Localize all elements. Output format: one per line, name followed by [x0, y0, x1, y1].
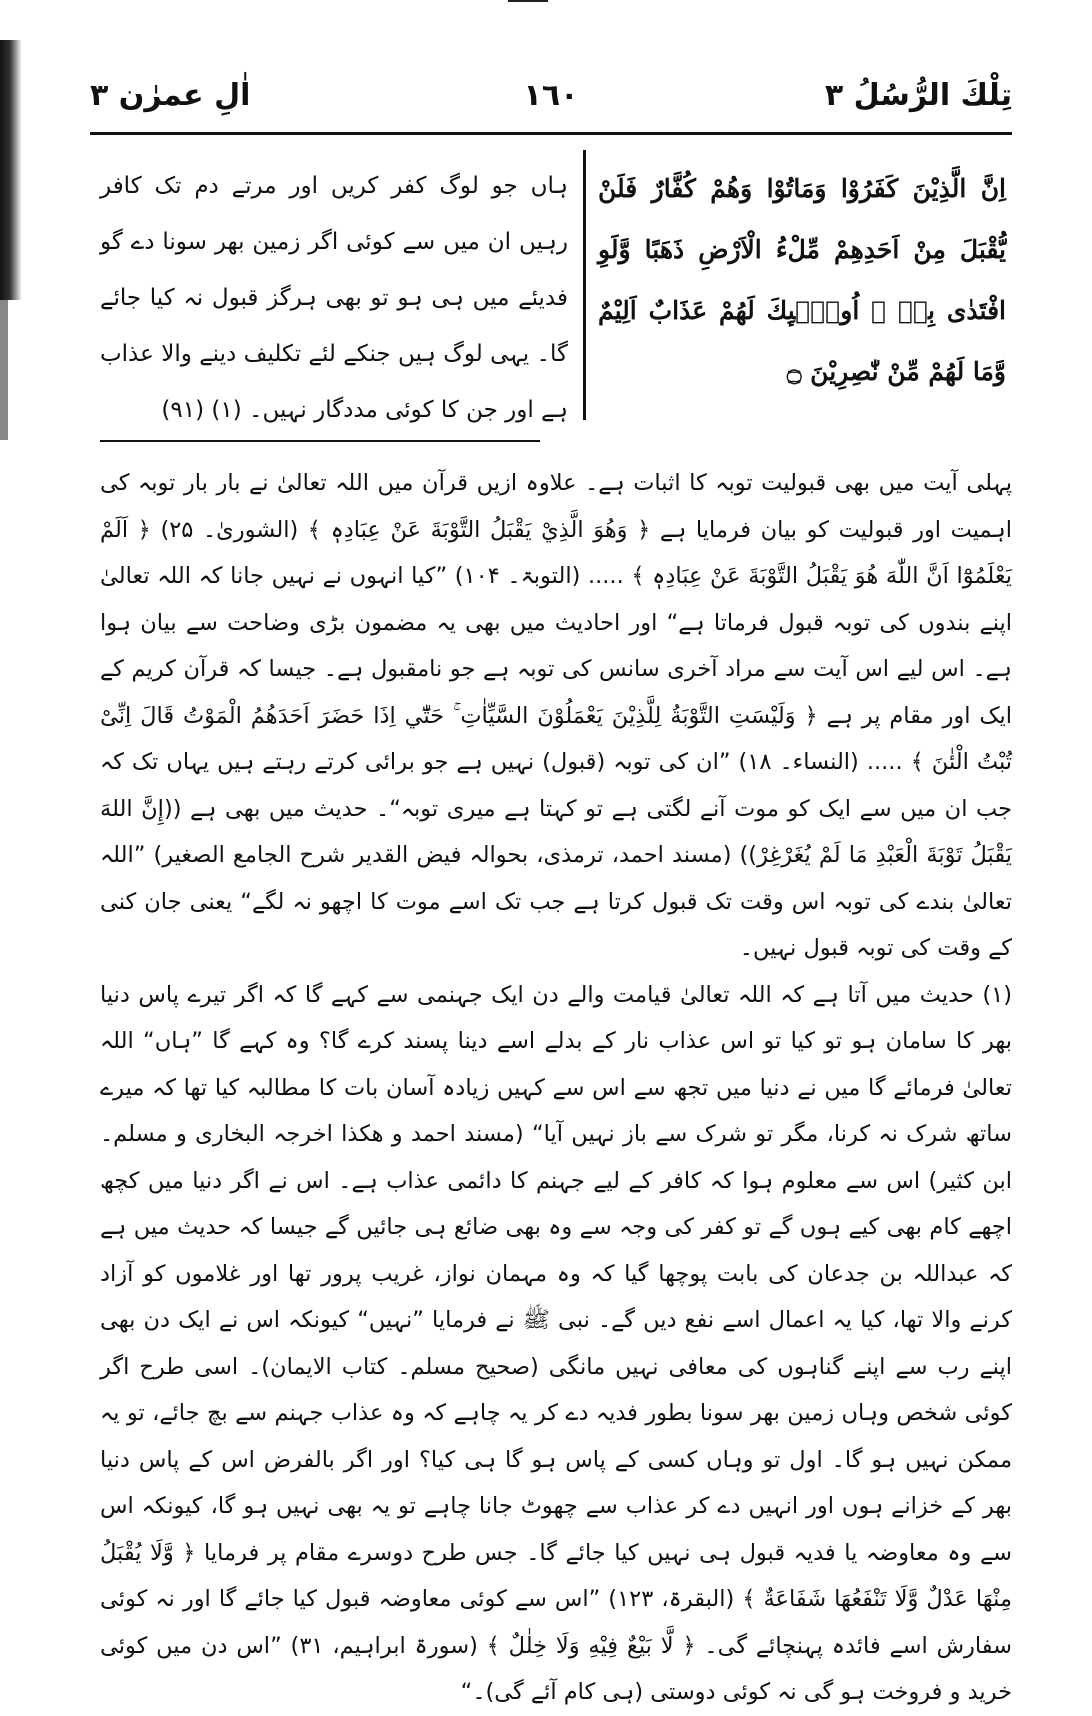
column-divider [583, 150, 586, 420]
translation-column [100, 158, 568, 438]
commentary-section [100, 460, 1012, 1716]
verse-translation: ہاں جو لوگ کفر کریں اور مرتے دم تک کافر رہیں ان میں سے کوئی اگر زمین بھر سونا دے گو فدیئے میں ہی ہو تو بھی ہرگز قبول نہ کیا جائے گا۔ یہی لوگ ہیں جنکے لئے تکلیف دینے والا عذاب ہے اور جن کا کوئی مددگار نہیں۔ (۱) (۹۱) [100, 173, 568, 423]
binding-shadow [0, 40, 22, 300]
commentary-paragraph: پہلی آیت میں بھی قبولیت توبہ کا اثبات ہے۔ علاوہ ازیں قرآن میں اللہ تعالیٰ نے بار بار توبہ کی اہمیت اور قبولیت کو بیان فرمایا ہے ﴿ وَهُوَ الَّذِيْ يَقْبَلُ التَّوْبَةَ عَنْ عِبَادِهٖ ﴾ (الشوریٰ۔ ۲۵) ﴿ اَلَمْ يَعْلَمُوْٓا اَنَّ اللّٰهَ هُوَ يَقْبَلُ التَّوْبَةَ عَنْ عِبَادِهٖ ﴾ ..... (التوبۃ۔ ۱۰۴) ”کیا انہوں نے نہیں جانا کہ اللہ تعالیٰ اپنے بندوں کی توبہ قبول فرماتا ہے“ اور احادیث میں بھی یہ مضمون بڑی وضاحت سے بیان ہوا ہے۔ اس لیے اس آیت سے مراد آخری سانس کی توبہ ہے جو نامقبول ہے۔ جیسا کہ قرآن کریم کے ایک اور مقام پر ہے ﴿ وَلَيْسَتِ التَّوْبَةُ لِلَّذِيْنَ يَعْمَلُوْنَ السَّيِّاٰتِ ۚ حَتّٰٓي اِذَا حَضَرَ اَحَدَهُمُ الْمَوْتُ قَالَ اِنِّىْ تُبْتُ الْئٰنَ ﴾ ..... (النساء۔ ۱۸) ”ان کی توبہ (قبول) نہیں ہے جو برائی کرتے رہتے ہیں یہاں تک کہ جب ان میں سے ایک کو موت آنے لگتی ہے تو کہتا ہے میری توبہ“۔ حدیث میں بھی ہے ((إِنَّ اللهَ يَقْبَلُ تَوْبَةَ الْعَبْدِ مَا لَمْ يُغَرْغِرْ)) (مسند احمد، ترمذی، بحوالہ فیض القدیر شرح الجامع الصغیر) ”اللہ تعالیٰ بندے کی توبہ اس وقت تک قبول کرتا ہے جب تک اسے موت کا اچھو نہ لگے“ یعنی جان کنی کے وقت کی توبہ قبول نہیں۔ [100, 470, 1012, 961]
running-header [90, 78, 1012, 126]
binding-shadow-lower [0, 300, 8, 440]
header-rule [90, 132, 1012, 135]
footnote-separator [100, 440, 540, 442]
verse-arabic: اِنَّ الَّذِيْنَ كَفَرُوْا وَمَاتُوْا وَهُمْ كُفَّارٌ فَلَنْ يُّقْبَلَ مِنْ اَحَدِهِمْ مِّلْءُ الْاَرْضِ ذَهَبًا وَّلَوِ افْتَدٰى بِهٖ ۭ اُولٰۗىِٕكَ لَهُمْ عَذَابٌ اَلِيْمٌ وَّمَا لَهُمْ مِّنْ نّٰصِرِيْنَ ۝ [598, 174, 1006, 386]
verse-arabic-column [598, 158, 1006, 402]
surah-title: اٰلِ عمرٰن ٣ [90, 78, 251, 113]
page-number: ١٦٠ [523, 78, 579, 113]
juz-title: تِلْكَ الرُّسُلُ ٣ [824, 78, 1012, 113]
footnote-paragraph: (۱) حدیث میں آتا ہے کہ اللہ تعالیٰ قیامت والے دن ایک جہنمی سے کہے گا کہ اگر تیرے پاس دنیا بھر کا سامان ہو تو کیا تو اس عذاب نار کے بدلے اسے دینا پسند کرے گا؟ وہ کہے گا ”ہاں“ اللہ تعالیٰ فرمائے گا میں نے دنیا میں تجھ سے اس سے کہیں زیادہ آسان بات کا مطالبہ کیا تھا کہ میرے ساتھ شرک نہ کرنا، مگر تو شرک سے باز نہیں آیا“ (مسند احمد و ھکذا اخرجہ البخاری و مسلم۔ ابن کثیر) اس سے معلوم ہوا کہ کافر کے لیے جہنم کا دائمی عذاب ہے۔ اس نے اگر دنیا میں کچھ اچھے کام بھی کیے ہوں گے تو کفر کی وجہ سے وہ بھی ضائع ہی جائیں گے جیسا کہ حدیث میں ہے کہ عبداللہ بن جدعان کی بابت پوچھا گیا کہ وہ مہمان نواز، غریب پرور تھا اور غلاموں کو آزاد کرنے والا تھا، کیا یہ اعمال اسے نفع دیں گے۔ نبی ﷺ نے فرمایا ”نہیں“ کیونکہ اس نے ایک دن بھی اپنے رب سے اپنے گناہوں کی معافی نہیں مانگی (صحیح مسلم۔ کتاب الایمان)۔ اسی طرح اگر کوئی شخص وہاں زمین بھر سونا بطور فدیہ دے کر یہ چاہے کہ وہ عذاب جہنم سے بچ جائے، تو یہ ممکن نہیں ہو گا۔ اول تو وہاں کسی کے پاس ہو گا ہی کیا؟ اور اگر بالفرض اس کے پاس دنیا بھر کے خزانے ہوں اور انہیں دے کر عذاب سے چھوٹ جانا چاہے تو یہ بھی نہیں ہو گا، کیونکہ اس سے وہ معاوضہ یا فدیہ قبول ہی نہیں کیا جائے گا۔ جس طرح دوسرے مقام پر فرمایا ﴿ وَّلَا يُقْبَلُ مِنْهَا عَدْلٌ وَّلَا تَنْفَعُهَا شَفَاعَةٌ ﴾ (البقرۃ، ۱۲۳) ”اس سے کوئی معاوضہ قبول کیا جائے گا اور نہ کوئی سفارش اسے فائدہ پہنچائے گی۔ ﴿ لَّا بَيْعٌ فِيْهِ وَلَا خِلٰلٌ ﴾ (سورۃ ابراہیم، ۳۱) ”اس دن میں کوئی خرید و فروخت ہو گی نہ کوئی دوستی (ہی کام آئے گی)۔“ [100, 981, 1013, 1705]
top-edge-mark [508, 0, 548, 2]
